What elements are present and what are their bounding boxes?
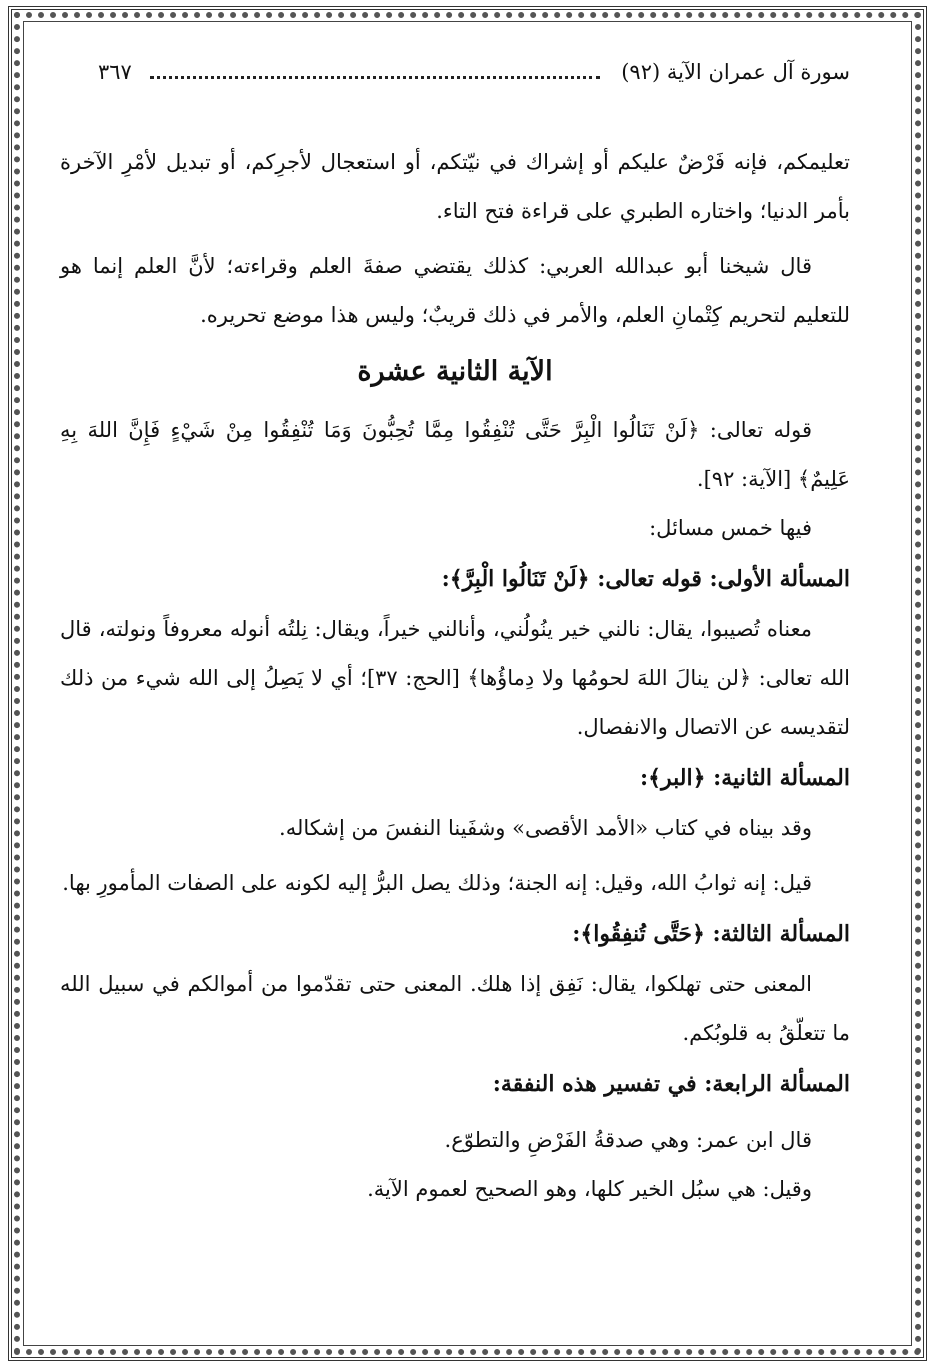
verse-paragraph: قوله تعالى: ﴿لَنْ تَنَالُوا الْبِرَّ حَتَّى تُنْفِقُوا مِمَّا تُحِبُّونَ وَمَا تُنْفِقُوا مِنْ شَيْءٍ فَإِنَّ اللهَ بِهِ عَلِيمٌ﴾ [الآية: ٩٢]. [60,418,850,491]
masala-1-paragraph: معناه تُصيبوا، يقال: نالني خير ينُولُني، وأنالني خيراً، ويقال: نِلتُه أنوله معروفاً ونولته، قال الله تعالى: ﴿لن ينالَ اللهَ لحومُها ولا دِماؤُها﴾ [الحج: ٣٧]؛ أي لا يَصِلُ إلى الله شيء من ذلك لتقديسه عن الاتصال والانفصال. [60,617,850,739]
masala-2-paragraph: قيل: إنه ثوابُ الله، وقيل: إنه الجنة؛ وذلك يصل البرُّ إليه لكونه على الصفات المأمورِ بها. [62,871,812,895]
running-head-title: سورة آل عمران الآية (٩٢) [621,60,850,84]
masala-2-paragraph: وقد بيناه في كتاب «الأمد الأقصى» وشفَينا النفسَ من إشكاله. [279,816,812,840]
page-body [60,138,850,1214]
running-head [60,56,850,96]
masala-4-paragraph: قال ابن عمر: وهي صدقةُ الفَرْضِ والتطوّع. [444,1128,812,1152]
masala-4-heading: المسألة الرابعة: في تفسير هذه النفقة: [492,1071,850,1097]
page-number: ٣٦٧ [98,60,132,84]
masala-4-paragraph: وقيل: هي سبُل الخير كلها، وهو الصحيح لعموم الآية. [367,1177,812,1201]
paragraph: قال شيخنا أبو عبدالله العربي: كذلك يقتضي صفةَ العلم وقراءته؛ لأنَّ العلم إنما هو للتعليم لتحريم كِتْمانِ العلم، والأمر في ذلك قريبٌ؛ وليس هذا موضع تحريره. [60,254,850,327]
section-title: الآية الثانية عشرة [357,356,553,387]
issues-intro: فيها خمس مسائل: [649,516,812,540]
running-head-leader-dots [150,76,600,79]
masala-2-heading: المسألة الثانية: ﴿البر﴾: [639,765,850,791]
masala-3-heading: المسألة الثالثة: ﴿حَتَّى تُنفِقُوا﴾: [572,921,850,947]
masala-3-paragraph: المعنى حتى تهلكوا، يقال: نَفِق إذا هلك. المعنى حتى تقدّموا من أموالكم في سبيل الله ما تتعلّقُ به قلوبُكم. [60,972,850,1045]
masala-1-heading: المسألة الأولى: قوله تعالى: ﴿لَنْ تَنَالُوا الْبِرَّ﴾: [441,566,850,592]
paragraph: تعليمكم، فإنه فَرْضٌ عليكم أو إشراك في نيّتكم، أو استعجال لأجرِكم، أو تبديل لأمْرِ الآخرة بأمر الدنيا؛ واختاره الطبري على قراءة فتح التاء. [60,150,850,223]
